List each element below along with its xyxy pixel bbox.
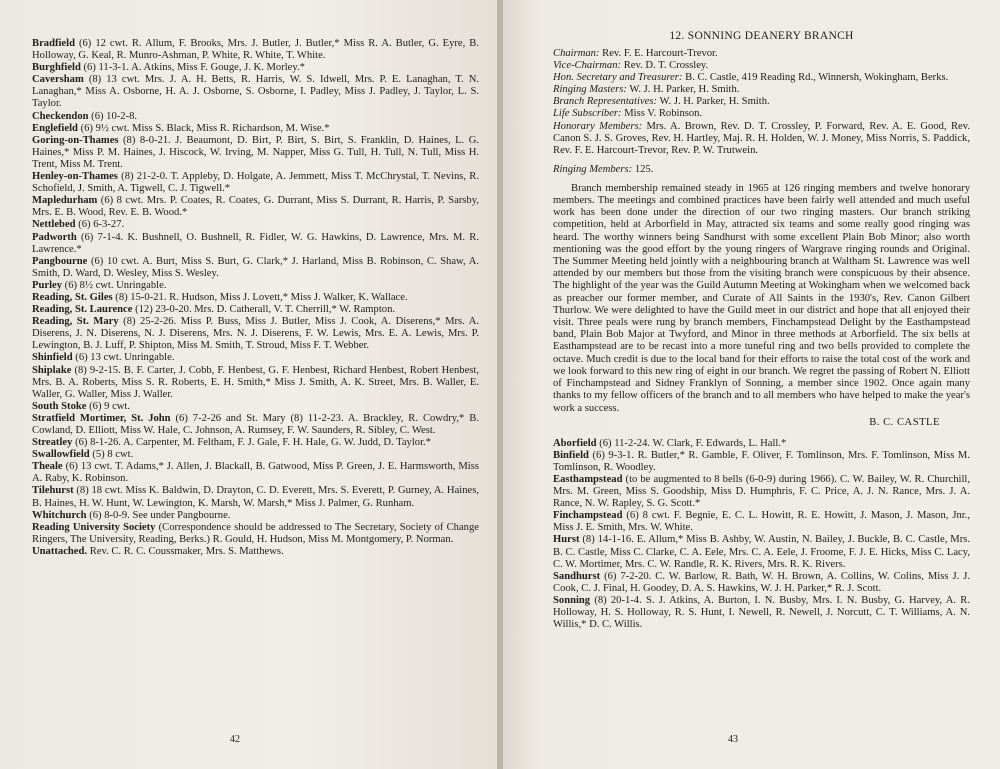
officer-line xyxy=(553,96,970,108)
tower-details: (6) 9-3-1. R. Butler,* R. Gamble, F. Oliver, F. Tomlinson, Mrs. F. Tomlinson, Miss M. Tomlinson, R. Woodley. xyxy=(553,449,970,473)
tower-entry xyxy=(32,74,479,110)
tower-details: (6) 11-3-1. A. Atkins, Miss F. Gouge, J. K. Morley.* xyxy=(83,62,305,74)
tower-details: (6) 8½ cwt. Unringable. xyxy=(64,279,167,291)
tower-details: Rev. C. R. C. Coussmaker, Mrs. S. Matthews. xyxy=(89,545,284,557)
tower-details: (6) 10 cwt. A. Burt, Miss S. Burt, G. Clark,* J. Harland, Miss B. Robinson, C. Shaw, A. Smith, D. Ward, D. Wesley, Miss S. Wesley. xyxy=(32,255,479,279)
tower-entry xyxy=(32,256,479,280)
tower-details: (6) 7-2-20. C. W. Barlow, R. Bath, W. H. Brown, A. Collins, W. Colins, Miss J. J. Cook, C. J. Final, H. Goodey, D. A. S. Hawkins, W. J. H. Parker,* R. J. Scott. xyxy=(553,570,970,594)
tower-entry xyxy=(553,595,970,631)
tower-entry xyxy=(32,232,479,256)
tower-details: (8) 13 cwt. Mrs. J. A. H. Betts, R. Harris, W. S. Idwell, Mrs. P. E. Lanaghan, T. N. Lanaghan,* Miss A. Osborne, H. A. J. Osborne, S. Osborne, I. Padley, Miss J. Padley, J. Taylor, L. S. Taylor. xyxy=(32,74,479,110)
officer-role: Vice-Chairman: xyxy=(553,60,622,72)
tower-details: (8) 18 cwt. Miss K. Baldwin, D. Drayton, C. D. Everett, Mrs. S. Everett, P. Gurney, A. Haines, B. Haines, H. W. Hunt, W. Lewington, K. Marsh, W. Marsh,* Miss J. Palmer, G. Runham. xyxy=(32,485,479,509)
tower-entry xyxy=(553,450,970,474)
tower-name: Sonning xyxy=(553,594,591,606)
officer-line xyxy=(553,108,970,120)
tower-entry xyxy=(553,571,970,595)
tower-name: Reading, St. Giles xyxy=(32,291,113,303)
tower-details: (6) 6-3-27. xyxy=(78,219,125,231)
tower-name: Henley-on-Thames xyxy=(32,171,118,183)
tower-details: (6) 9 cwt. xyxy=(89,400,131,412)
tower-name: Goring-on-Thames xyxy=(32,134,119,146)
tower-details: (to be augmented to 8 bells (6-0-9) during 1966). C. W. Bailey, W. R. Churchill, Mrs. M. Green, Miss S. Goodship, Miss D. Humphris, F. C. Price, A. J. N. Rance, Mrs. J. A. Rance, N. W. Rapley, S. G. Scott.* xyxy=(553,473,970,510)
tower-entry xyxy=(32,195,479,219)
tower-entry xyxy=(32,38,479,62)
officer-names: B. C. Castle, 419 Reading Rd., Winnersh, Wokingham, Berks. xyxy=(685,72,949,84)
officer-role: Branch Representatives: xyxy=(553,96,658,108)
report-signature: B. C. CASTLE xyxy=(869,416,940,428)
tower-name: Whitchurch xyxy=(32,509,87,521)
tower-name: Checkendon xyxy=(32,110,89,122)
tower-name: Shinfield xyxy=(32,352,73,364)
officer-names: W. J. H. Parker, H. Smith. xyxy=(659,96,770,108)
right-entry-list xyxy=(553,438,970,632)
officer-names: Rev. F. E. Harcourt-Trevor. xyxy=(602,48,718,59)
tower-details: (6) 7-2-26 and St. Mary (8) 11-2-23. A. Brackley, R. Cowdry,* B. Cowland, D. Elliott, Miss W. Hale, C. Johnson, A. Rumsey, F. W. Saunders, R. Sibley, C. West. xyxy=(32,412,479,436)
tower-name: Swallowfield xyxy=(32,449,90,461)
tower-name: Purley xyxy=(32,279,63,291)
tower-name: Sandhurst xyxy=(553,570,601,582)
tower-entry xyxy=(32,461,479,485)
tower-details: (6) 8 cwt. Mrs. P. Coates, R. Coates, G. Durrant, Miss S. Durrant, R. Harris, P. Sarsby, Mrs. E. B. Wood, Rev. E. B. Wood.* xyxy=(32,195,479,219)
tower-entry xyxy=(32,292,479,304)
tower-entry xyxy=(32,111,479,123)
tower-details: (6) 11-2-24. W. Clark, F. Edwards, L. Hall.* xyxy=(599,437,787,449)
officer-role: Ringing Masters: xyxy=(553,84,627,96)
officer-names: Rev. D. T. Crossley. xyxy=(623,60,709,72)
tower-name: Englefield xyxy=(32,122,78,134)
tower-details: (6) 13 cwt. T. Adams,* J. Allen, J. Blackall, B. Gatwood, Miss P. Green, J. E. Harmsworth, Miss A. Raby, K. Robinson. xyxy=(32,461,479,485)
officer-line xyxy=(553,72,970,84)
officer-names: Miss V. Robinson. xyxy=(624,108,703,120)
officer-role: Chairman: xyxy=(553,48,600,59)
tower-entry xyxy=(32,135,479,171)
tower-details: (6) 13 cwt. Unringable. xyxy=(75,352,175,364)
tower-details: (Correspondence should be addressed to The Secretary, Society of Change Ringers, The University, Reading, Berks.) R. Gould, H. Hudson, Miss M. Montgomery, P. Norman. xyxy=(32,521,479,545)
tower-entry xyxy=(32,62,479,74)
officer-role: Life Subscriber: xyxy=(553,108,622,120)
tower-name: Nettlebed xyxy=(32,219,76,231)
officer-line xyxy=(553,48,970,60)
tower-name: Hurst xyxy=(553,534,580,546)
tower-entry xyxy=(32,437,479,449)
tower-entry xyxy=(32,413,479,437)
tower-entry xyxy=(32,401,479,413)
tower-entry xyxy=(32,171,479,195)
page-number: 42 xyxy=(230,734,240,745)
tower-entry xyxy=(553,474,970,510)
section-heading: 12. SONNING DEANERY BRANCH xyxy=(669,30,854,42)
tower-details: (6) 8-1-26. A. Carpenter, M. Feltham, F. J. Gale, F. H. Hale, G. W. Judd, D. Taylor.* xyxy=(75,437,431,449)
tower-details: (8) 20-1-4. S. J. Atkins, A. Burton, I. N. Busby, Mrs. I. N. Busby, G. Harvey, A. R. Holloway, H. S. Holloway, R. S. Hunt, I. Newell, R. Newell, J. Norcutt, C. T. Williams, A. N. Willis,* D. C. Willis. xyxy=(553,594,970,631)
officer-role: Honorary Members: xyxy=(553,120,643,132)
page-number: 43 xyxy=(728,734,738,745)
tower-details: (8) 25-2-26. Miss P. Buss, Miss J. Butler, Miss J. Cook, A. Diserens,* Mrs. A. Diserens, J. N. Diserens, N. J. Diserens, Mrs. N. J. Diserens, F. W. Lewis, Mrs. E. A. Lewis, Mrs. P. Lewington, B. J. Luff, P. Shipton, Miss M. Smith, T. Stroud, Miss F. T. Webber. xyxy=(32,316,480,352)
officer-names: Mrs. A. Brown, Rev. D. T. Crossley, P. Forward, Rev. A. E. Good, Rev. Canon S. J. S. Groves, Rev. H. Hartley, Maj. R. H. Holden, W. J. Money, Miss Norris, S. Paddick, Rev. F. E. Harcourt-Trevor, Rev. P. W. Trutwein. xyxy=(553,120,970,156)
tower-name: Pangbourne xyxy=(32,255,88,267)
tower-entry xyxy=(32,522,479,546)
ringing-members-count: 125. xyxy=(634,163,654,175)
tower-name: Unattached. xyxy=(32,545,88,557)
tower-entry xyxy=(32,304,479,316)
tower-details: (8) 15-0-21. R. Hudson, Miss J. Lovett,* Miss J. Walker, K. Wallace. xyxy=(115,291,408,303)
tower-details: (8) 14-1-16. E. Allum,* Miss B. Ashby, W. Austin, N. Bailey, J. Buckle, B. C. Castle, Mrs. B. C. Castle, Miss C. Clarke, C. A. Eele, Mrs. C. A. Eele, J. Froome, F. J. E. Hicks, Miss C. Lacy, C. W. Mortimer, Mrs. C. W. Randle, R. K. Rivers, Mrs. R. K. Rivers. xyxy=(553,534,970,570)
tower-details: (12) 23-0-20. Mrs. D. Catherall, V. T. Cherrill,* W. Rampton. xyxy=(135,304,396,316)
tower-name: Reading University Society xyxy=(32,521,156,533)
tower-name: Tilehurst xyxy=(32,485,74,497)
left-entry-list xyxy=(32,38,479,558)
tower-details: (6) 9½ cwt. Miss S. Black, Miss R. Richardson, M. Wise.* xyxy=(80,122,330,134)
tower-details: (6) 10-2-8. xyxy=(91,110,138,122)
tower-entry xyxy=(32,219,479,231)
right-page xyxy=(503,0,1000,769)
officer-line xyxy=(553,60,970,72)
tower-details: (8) 9-2-15. B. F. Carter, J. Cobb, F. Henbest, G. F. Henbest, Richard Henbest, Robert Henbest, Mrs. B. A. Roberts, Miss S. R. Roberts, E. H. Smith,* Miss J. Smith, A. K. Street, Mrs. B. Waller, E. Waller, G. Waller, Miss J. Waller. xyxy=(32,364,479,400)
left-page xyxy=(0,0,497,769)
tower-name: Binfield xyxy=(553,449,589,461)
ringing-members-line xyxy=(553,164,970,175)
tower-name: South Stoke xyxy=(32,400,87,412)
tower-name: Streatley xyxy=(32,437,73,449)
tower-entry xyxy=(553,534,970,570)
tower-name: Caversham xyxy=(32,74,84,86)
tower-name: Bradfield xyxy=(32,38,75,49)
tower-entry xyxy=(32,510,479,522)
officer-line xyxy=(553,84,970,96)
tower-name: Aborfield xyxy=(553,437,597,449)
officer-line xyxy=(553,121,970,157)
tower-entry xyxy=(32,123,479,135)
tower-name: Shiplake xyxy=(32,364,72,376)
tower-entry xyxy=(32,352,479,364)
tower-entry xyxy=(32,316,479,352)
tower-details: (5) 8 cwt. xyxy=(92,449,134,461)
tower-name: Reading, St. Laurence xyxy=(32,304,133,316)
tower-name: Burghfield xyxy=(32,62,81,74)
tower-entry xyxy=(32,280,479,292)
tower-name: Finchampstead xyxy=(553,510,623,522)
tower-name: Mapledurham xyxy=(32,195,98,207)
tower-name: Padworth xyxy=(32,231,77,243)
tower-entry xyxy=(553,510,970,534)
tower-name: Easthampstead xyxy=(553,473,623,485)
tower-name: Stratfield Mortimer, St. John xyxy=(32,412,171,424)
tower-name: Theale xyxy=(32,461,63,473)
branch-report: Branch membership remained steady in 1965 at 126 ringing members and twelve honorary members. The meetings and combined practices have been fairly well attended and much useful work has been done under the direction of our two ringing masters. Our branch striking competition, held at Arborfield in May, attracted six teams and some really good ringing was heard. The worthy winners being Sandhurst with some excellent Plain Bob Minor; also worth mentioning was the good effort by the young ringers of Wargrave ringing rounds and Original. The Summer Meeting held jointly with a neighbouring branch at Waltham St. Lawrence was well attended by our members but those from the visiting branch were conspicuous by their absence. The highlight of the year was the Guild Autumn Meeting at Wokingham when we welcomed back as preacher our former member, and Curate of All Saints in the 1930's, Rev. Canon Gilbert Thurlow. We were delighted to have the Guild meet in our district and hope that all enjoyed their visit. Three peals were rung by branch members, Finchampstead Delight by the Easthampstead band, Plain Bob Major at Twyford, and Minor in three methods at Arborfield. The six bells at Easthampstead are to be recast into a more tuneful ring and two bells provided to complete the octave. Much credit is due to the local band for their efforts to raise the total cost of the work and we look forward to this new ring of eight in our branch. We regret the passing of Robert N. Elliott of Finchampstead and Sidney Franklyn of Sonning, a member since 1902. Once again many thanks to my fellow officers of the branch and to all members who have helped to make the year's work a success. xyxy=(553,182,970,414)
tower-entry xyxy=(32,485,479,509)
tower-details: (8) 8-0-21. J. Beaumont, D. Birt, P. Birt, S. Birt, S. Franklin, D. Haines, L. G. Haines,* Miss P. M. Haines, J. Hiscock, W. Irving, M. Napper, Miss G. Tull, H. Tull, N. Tull, Miss H. Trent, Miss M. Trent. xyxy=(32,134,479,170)
tower-details: (8) 21-2-0. T. Appleby, D. Holgate, A. Jemmett, Miss T. McChrystal, T. Nevins, R. Schofield, J. Smith, A. Tigwell, C. J. Tigwell.* xyxy=(32,171,479,195)
officer-names: W. J. H. Parker, H. Smith. xyxy=(629,84,740,96)
tower-entry xyxy=(553,438,970,450)
tower-details: (6) 12 cwt. R. Allum, F. Brooks, Mrs. J. Butler, J. Butler,* Miss R. A. Butler, G. Eyre, B. Holloway, G. Keal, R. Munro-Ashman, P. White, R. White, T. White. xyxy=(32,38,479,62)
tower-name: Reading, St. Mary xyxy=(32,316,119,328)
tower-details: (6) 7-1-4. K. Bushnell, O. Bushnell, R. Fidler, W. G. Hawkins, D. Lawrence, Mrs. M. R. Lawrence.* xyxy=(32,231,479,255)
tower-entry xyxy=(32,365,479,401)
ringing-members-label: Ringing Members: xyxy=(553,163,633,175)
tower-details: (6) 8 cwt. F. Begnie, E. C. L. Howitt, R. E. Howitt, J. Mason, J. Mason, Jnr., Miss J. E. Smith, Mrs. W. White. xyxy=(553,510,970,534)
officer-role: Hon. Secretary and Treasurer: xyxy=(553,72,683,84)
tower-details: (6) 8-0-9. See under Pangbourne. xyxy=(89,509,231,521)
tower-entry xyxy=(32,449,479,461)
tower-entry xyxy=(32,546,479,558)
